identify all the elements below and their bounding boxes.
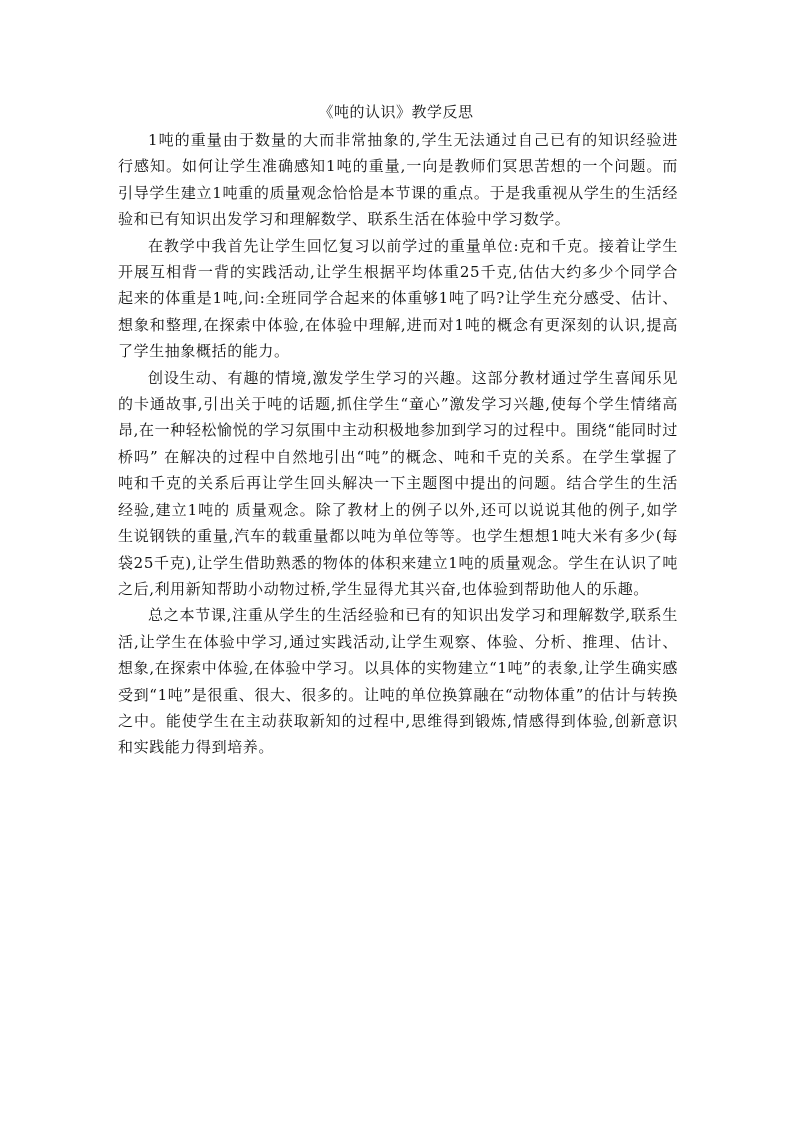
- document-title: 《吨的认识》教学反思: [318, 103, 474, 121]
- document-body: [118, 127, 678, 761]
- paragraph-3: 创设生动、有趣的情境,激发学生学习的兴趣。这部分教材通过学生喜闻乐见的卡通故事,引出关于吨的话题,抓住学生“童心”激发学习兴趣,使每个学生情绪高昂,在一种轻松愉悦的学习氛围中主动积极地参加到学习的过程中。围绕“能同时过桥吗” 在解决的过程中自然地引出“吨”的概念、吨和千克的关系。在学生掌握了吨和千克的关系后再让学生回头解决一下主题图中提出的问题。结合学生的生活经验,建立1吨的 质量观念。除了教材上的例子以外,还可以说说其他的例子,如学生说钢铁的重量,汽车的载重量都以吨为单位等等。也学生想想1吨大米有多少(每袋25千克),让学生借助熟悉的物体的体积来建立1吨的质量观念。学生在认识了吨之后,利用新知帮助小动物过桥,学生显得尤其兴奋,也体验到帮助他人的乐趣。: [118, 368, 678, 598]
- paragraph-1: 1吨的重量由于数量的大而非常抽象的,学生无法通过自己已有的知识经验进行感知。如何让学生准确感知1吨的重量,一向是教师们冥思苦想的一个问题。而引导学生建立1吨重的质量观念恰恰是本节课的重点。于是我重视从学生的生活经验和已有知识出发学习和理解数学、联系生活在体验中学习数学。: [118, 131, 678, 229]
- paragraph-4: 总之本节课,注重从学生的生活经验和已有的知识出发学习和理解数学,联系生活,让学生在体验中学习,通过实践活动,让学生观察、体验、分析、推理、估计、想象,在探索中体验,在体验中学习。以具体的实物建立“1吨”的表象,让学生确实感受到“1吨”是很重、很大、很多的。让吨的单位换算融在“动物体重”的估计与转换之中。能使学生在主动获取新知的过程中,思维得到锻炼,情感得到体验,创新意识和实践能力得到培养。: [118, 606, 678, 757]
- paragraph-2: 在教学中我首先让学生回忆复习以前学过的重量单位:克和千克。接着让学生开展互相背一背的实践活动,让学生根据平均体重25千克,估估大约多少个同学合起来的体重是1吨,问:全班同学合起来的体重够1吨了吗?让学生充分感受、估计、想象和整理,在探索中体验,在体验中理解,进而对1吨的概念有更深刻的认识,提高了学生抽象概括的能力。: [118, 236, 678, 361]
